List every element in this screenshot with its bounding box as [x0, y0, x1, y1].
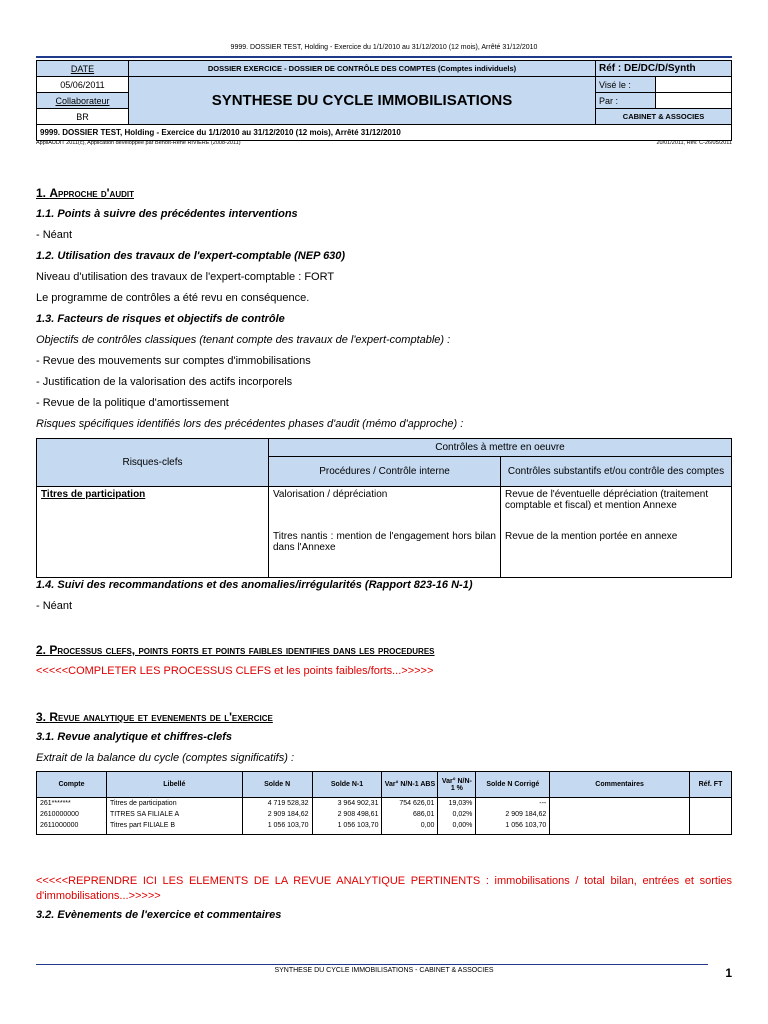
cell-var-pct: 19,03%	[438, 798, 476, 809]
par-value	[656, 93, 732, 109]
substantive-item: Revue de la mention portée en annexe	[505, 531, 678, 542]
collaborateur-label: Collaborateur	[37, 93, 129, 109]
section-3-1-intro: Extrait de la balance du cycle (comptes significatifs) :	[36, 752, 295, 764]
footer-rule	[36, 964, 708, 965]
procedures-col-header: Procédures / Contrôle interne	[269, 457, 501, 487]
col-var-pct: Var° N/N-1 %	[438, 772, 476, 798]
table-row-padding	[37, 831, 732, 835]
dossier-description: 9999. DOSSIER TEST, Holding - Exercice du 1/1/2010 au 31/12/2010 (12 mois), Arrêté 31/12/2010	[37, 125, 732, 141]
cell-solde-n: 1 056 103,70	[242, 820, 312, 831]
substantive-cell	[501, 487, 732, 578]
cell-solde-n1: 2 908 498,61	[312, 809, 382, 820]
section-1-3-risques: Risques spécifiques identifiés lors des précédentes phases d'audit (mémo d'approche) :	[36, 418, 464, 430]
top-running-header: 9999. DOSSIER TEST, Holding - Exercice du 1/1/2010 au 31/12/2010 (12 mois), Arrêté 31/12/2010	[230, 44, 538, 51]
section-1-2-line-1: Niveau d'utilisation des travaux de l'expert-comptable : FORT	[36, 271, 335, 283]
cell-solde-n: 4 719 528,32	[242, 798, 312, 809]
section-1-4-text: - Néant	[36, 600, 73, 612]
risk-label: Titres de participation	[41, 489, 146, 500]
balance-table	[36, 771, 732, 835]
app-revision: 20/01/2011, Rev. C-26/05/2011	[656, 140, 732, 146]
procedure-item: Titres nantis : mention de l'engagement hors bilan dans l'Annexe	[273, 531, 496, 553]
par-label: Par :	[596, 93, 656, 109]
table-row	[37, 820, 732, 831]
objective-item: - Revue de la politique d'amortissement	[36, 397, 229, 409]
cabinet-name: CABINET & ASSOCIES	[596, 109, 732, 125]
cell-compte: 2610000000	[37, 809, 107, 820]
cell-ref-ft	[690, 798, 732, 809]
section-1-4	[36, 578, 732, 620]
app-credit: AppliAUDIT 2011(c), Application développée par Benoît-René RIVIERE (2008-2011)	[36, 140, 241, 146]
cell-var-abs: 686,01	[382, 809, 438, 820]
cell-solde-n: 2 909 184,62	[242, 809, 312, 820]
section-1-3-intro: Objectifs de contrôles classiques (tenant compte des travaux de l'expert-comptable) :	[36, 334, 451, 346]
risk-table	[36, 438, 732, 578]
objective-item: - Revue des mouvements sur comptes d'immobilisations	[36, 355, 311, 367]
cell-ref-ft	[690, 820, 732, 831]
vise-label: Visé le :	[596, 77, 656, 93]
cell-ref-ft	[690, 809, 732, 820]
cell-compte: 2611000000	[37, 820, 107, 831]
page-number: 1	[725, 966, 732, 980]
col-solde-n1: Solde N-1	[312, 772, 382, 798]
cell-var-pct: 0,00%	[438, 820, 476, 831]
col-solde-n: Solde N	[242, 772, 312, 798]
reference: Réf : DE/DC/D/Synth	[596, 61, 732, 77]
balance-header-row	[37, 772, 732, 798]
cell-solde-corrige: ---	[476, 798, 550, 809]
objective-item: - Justification de la valorisation des actifs incorporels	[36, 376, 293, 388]
page-footer: SYNTHESE DU CYCLE IMMOBILISATIONS - CABINET & ASSOCIES	[274, 967, 494, 974]
section-3-todo: <<<<<REPRENDRE ICI LES ELEMENTS DE LA REVUE ANALYTIQUE PERTINENTS : immobilisations / total bilan, entrées et sorties d'immobilisations...>>>>>	[36, 875, 732, 902]
risk-cell	[37, 487, 269, 578]
col-ref-ft: Réf. FT	[690, 772, 732, 798]
vise-value	[656, 77, 732, 93]
section-1-2-heading: 1.2. Utilisation des travaux de l'expert-comptable (NEP 630)	[36, 250, 346, 262]
cell-compte: 261*******	[37, 798, 107, 809]
section-1-2-line-2: Le programme de contrôles a été revu en conséquence.	[36, 292, 310, 304]
substantive-col-header: Contrôles substantifs et/ou contrôle des comptes	[501, 457, 732, 487]
controls-col-header: Contrôles à mettre en oeuvre	[269, 439, 732, 457]
section-3-1-heading: 3.1. Revue analytique et chiffres-clefs	[36, 731, 233, 743]
table-row	[37, 798, 732, 809]
header-rule	[36, 56, 732, 58]
col-compte: Compte	[37, 772, 107, 798]
cell-var-pct: 0,02%	[438, 809, 476, 820]
section-1	[36, 186, 732, 438]
procedure-item: Valorisation / dépréciation	[273, 489, 388, 500]
cell-var-abs: 754 626,01	[382, 798, 438, 809]
cell-commentaires	[550, 798, 690, 809]
section-1-3-heading: 1.3. Facteurs de risques et objectifs de contrôle	[36, 313, 285, 325]
section-3-title: 3. Revue analytique et evenements de l'exercice	[36, 710, 273, 724]
table-row	[37, 809, 732, 820]
document-header	[36, 60, 732, 141]
cell-libelle: Titres de participation	[106, 798, 242, 809]
dossier-line: DOSSIER EXERCICE - DOSSIER DE CONTRÔLE DES COMPTES (Comptes individuels)	[129, 61, 596, 77]
section-2-todo: <<<<<COMPLETER LES PROCESSUS CLEFS et les points faibles/forts...>>>>>	[36, 665, 434, 677]
date-label: DATE	[37, 61, 129, 77]
date-value: 05/06/2011	[37, 77, 129, 93]
section-1-1-heading: 1.1. Points à suivre des précédentes interventions	[36, 208, 298, 220]
section-3	[36, 710, 732, 765]
section-1-1-text: - Néant	[36, 229, 73, 241]
risk-col-header: Risques-clefs	[37, 439, 269, 487]
col-commentaires: Commentaires	[550, 772, 690, 798]
document-title: SYNTHESE DU CYCLE IMMOBILISATIONS	[129, 77, 596, 125]
cell-solde-n1: 3 964 902,31	[312, 798, 382, 809]
cell-commentaires	[550, 820, 690, 831]
col-libelle: Libellé	[106, 772, 242, 798]
section-1-4-heading: 1.4. Suivi des recommandations et des anomalies/irrégularités (Rapport 823-16 N-1)	[36, 579, 473, 591]
col-var-abs: Var° N/N-1 ABS	[382, 772, 438, 798]
procedures-cell	[269, 487, 501, 578]
section-3-bottom	[36, 874, 732, 922]
col-solde-corrige: Solde N Corrigé	[476, 772, 550, 798]
section-2-title: 2. Processus clefs, points forts et points faibles identifies dans les procedures	[36, 643, 435, 657]
section-1-title: 1. Approche d'audit	[36, 186, 134, 200]
cell-solde-corrige: 2 909 184,62	[476, 809, 550, 820]
cell-var-abs: 0,00	[382, 820, 438, 831]
section-3-2-heading: 3.2. Evènements de l'exercice et commentaires	[36, 909, 282, 921]
substantive-item: Revue de l'éventuelle dépréciation (traitement comptable et fiscal) et mention Annexe	[505, 489, 709, 511]
cell-solde-corrige: 1 056 103,70	[476, 820, 550, 831]
cell-libelle: Titres part FILIALE B	[106, 820, 242, 831]
cell-libelle: TITRES SA FILIALE A	[106, 809, 242, 820]
collaborateur-value: BR	[37, 109, 129, 125]
application-line	[36, 140, 732, 146]
cell-solde-n1: 1 056 103,70	[312, 820, 382, 831]
section-2	[36, 643, 732, 678]
cell-commentaires	[550, 809, 690, 820]
